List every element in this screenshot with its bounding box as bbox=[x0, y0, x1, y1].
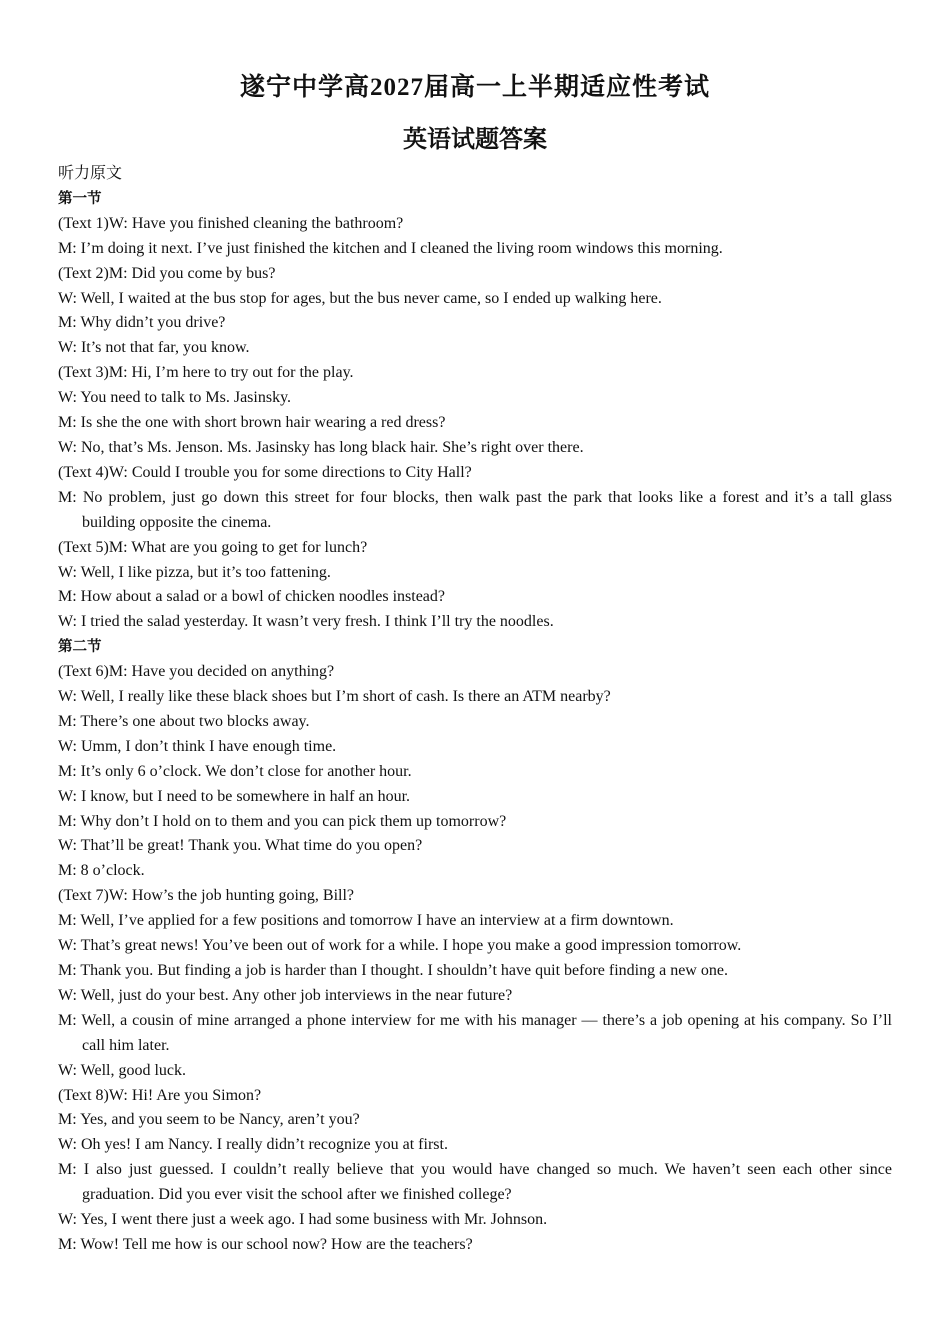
dialogue-line: M: I also just guessed. I couldn’t really believe that you would have changed so much. We haven’t seen each other since graduation. Did you ever visit the school after we finished college? bbox=[58, 1161, 892, 1204]
dialogue-line: (Text 4)W: Could I trouble you for some directions to City Hall? bbox=[58, 463, 472, 481]
dialogue-line: (Text 8)W: Hi! Are you Simon? bbox=[58, 1086, 262, 1104]
exam-subtitle: 英语试题答案 bbox=[403, 125, 547, 153]
dialogue-line: M: 8 o’clock. bbox=[58, 862, 145, 880]
dialogue-line: W: Well, just do your best. Any other job interviews in the near future? bbox=[58, 986, 513, 1004]
dialogue-line: (Text 6)M: Have you decided on anything? bbox=[58, 663, 335, 681]
dialogue-line: M: Why don’t I hold on to them and you can pick them up tomorrow? bbox=[58, 812, 507, 830]
dialogue-line: M: Thank you. But finding a job is harder than I thought. I shouldn’t have quit before finding a new one. bbox=[58, 962, 728, 979]
dialogue-line: W: Well, I waited at the bus stop for ages, but the bus never came, so I ended up walking here. bbox=[58, 289, 662, 307]
dialogue-line: (Text 7)W: How’s the job hunting going, Bill? bbox=[58, 887, 355, 905]
dialogue-line: (Text 1)W: Have you finished cleaning the bathroom? bbox=[58, 214, 404, 232]
dialogue-line: M: Is she the one with short brown hair wearing a red dress? bbox=[58, 414, 446, 432]
dialogue-line: M: It’s only 6 o’clock. We don’t close for another hour. bbox=[58, 762, 412, 780]
dialogue-line: (Text 5)M: What are you going to get for lunch? bbox=[58, 538, 368, 556]
section-heading-1: 第一节 bbox=[58, 190, 102, 207]
exam-title: 遂宁中学高2027届高一上半期适应性考试 bbox=[239, 74, 710, 101]
dialogue-line: W: It’s not that far, you know. bbox=[58, 339, 250, 357]
dialogue-line: W: That’ll be great! Thank you. What time do you open? bbox=[58, 837, 423, 855]
dialogue-line: (Text 2)M: Did you come by bus? bbox=[58, 264, 276, 282]
dialogue-line: W: That’s great news! You’ve been out of work for a while. I hope you make a good impression tomorrow. bbox=[58, 937, 742, 955]
dialogue-line: M: There’s one about two blocks away. bbox=[58, 712, 310, 730]
dialogue-line: W: Well, good luck. bbox=[58, 1061, 187, 1079]
dialogue-line: W: Well, I like pizza, but it’s too fattening. bbox=[58, 563, 331, 581]
dialogue-line: M: Well, I’ve applied for a few positions and tomorrow I have an interview at a firm downtown. bbox=[58, 912, 674, 930]
dialogue-line: M: No problem, just go down this street for four blocks, then walk past the park that looks like a forest and it’s a tall glass building opposite the cinema. bbox=[58, 488, 892, 531]
dialogue-line: M: Why didn’t you drive? bbox=[58, 314, 226, 332]
dialogue-line: W: Umm, I don’t think I have enough time. bbox=[58, 737, 337, 755]
dialogue-line: W: Oh yes! I am Nancy. I really didn’t recognize you at first. bbox=[58, 1136, 448, 1154]
dialogue-line: W: I tried the salad yesterday. It wasn’t very fresh. I think I’ll try the noodles. bbox=[58, 613, 554, 631]
transcript-label: 听力原文 bbox=[58, 165, 123, 182]
dialogue-line: (Text 3)M: Hi, I’m here to try out for the play. bbox=[58, 364, 354, 382]
transcript-content bbox=[58, 162, 892, 1258]
dialogue-line: M: Yes, and you seem to be Nancy, aren’t you? bbox=[58, 1111, 360, 1129]
dialogue-line: M: I’m doing it next. I’ve just finished the kitchen and I cleaned the living room windows this morning. bbox=[58, 239, 723, 257]
dialogue-line: W: No, that’s Ms. Jenson. Ms. Jasinsky has long black hair. She’s right over there. bbox=[58, 438, 584, 456]
dialogue-line: M: Well, a cousin of mine arranged a phone interview for me with his manager — there’s a job opening at his company. So I’ll call him later. bbox=[58, 1011, 892, 1054]
dialogue-line: W: Well, I really like these black shoes but I’m short of cash. Is there an ATM nearby? bbox=[58, 688, 611, 706]
dialogue-line: W: You need to talk to Ms. Jasinsky. bbox=[58, 389, 292, 407]
dialogue-line: W: Yes, I went there just a week ago. I had some business with Mr. Johnson. bbox=[58, 1211, 548, 1229]
dialogue-line: W: I know, but I need to be somewhere in half an hour. bbox=[58, 787, 411, 805]
dialogue-line: M: How about a salad or a bowl of chicken noodles instead? bbox=[58, 588, 446, 606]
dialogue-line: M: Wow! Tell me how is our school now? How are the teachers? bbox=[58, 1235, 473, 1253]
section-heading-2: 第二节 bbox=[58, 639, 102, 656]
